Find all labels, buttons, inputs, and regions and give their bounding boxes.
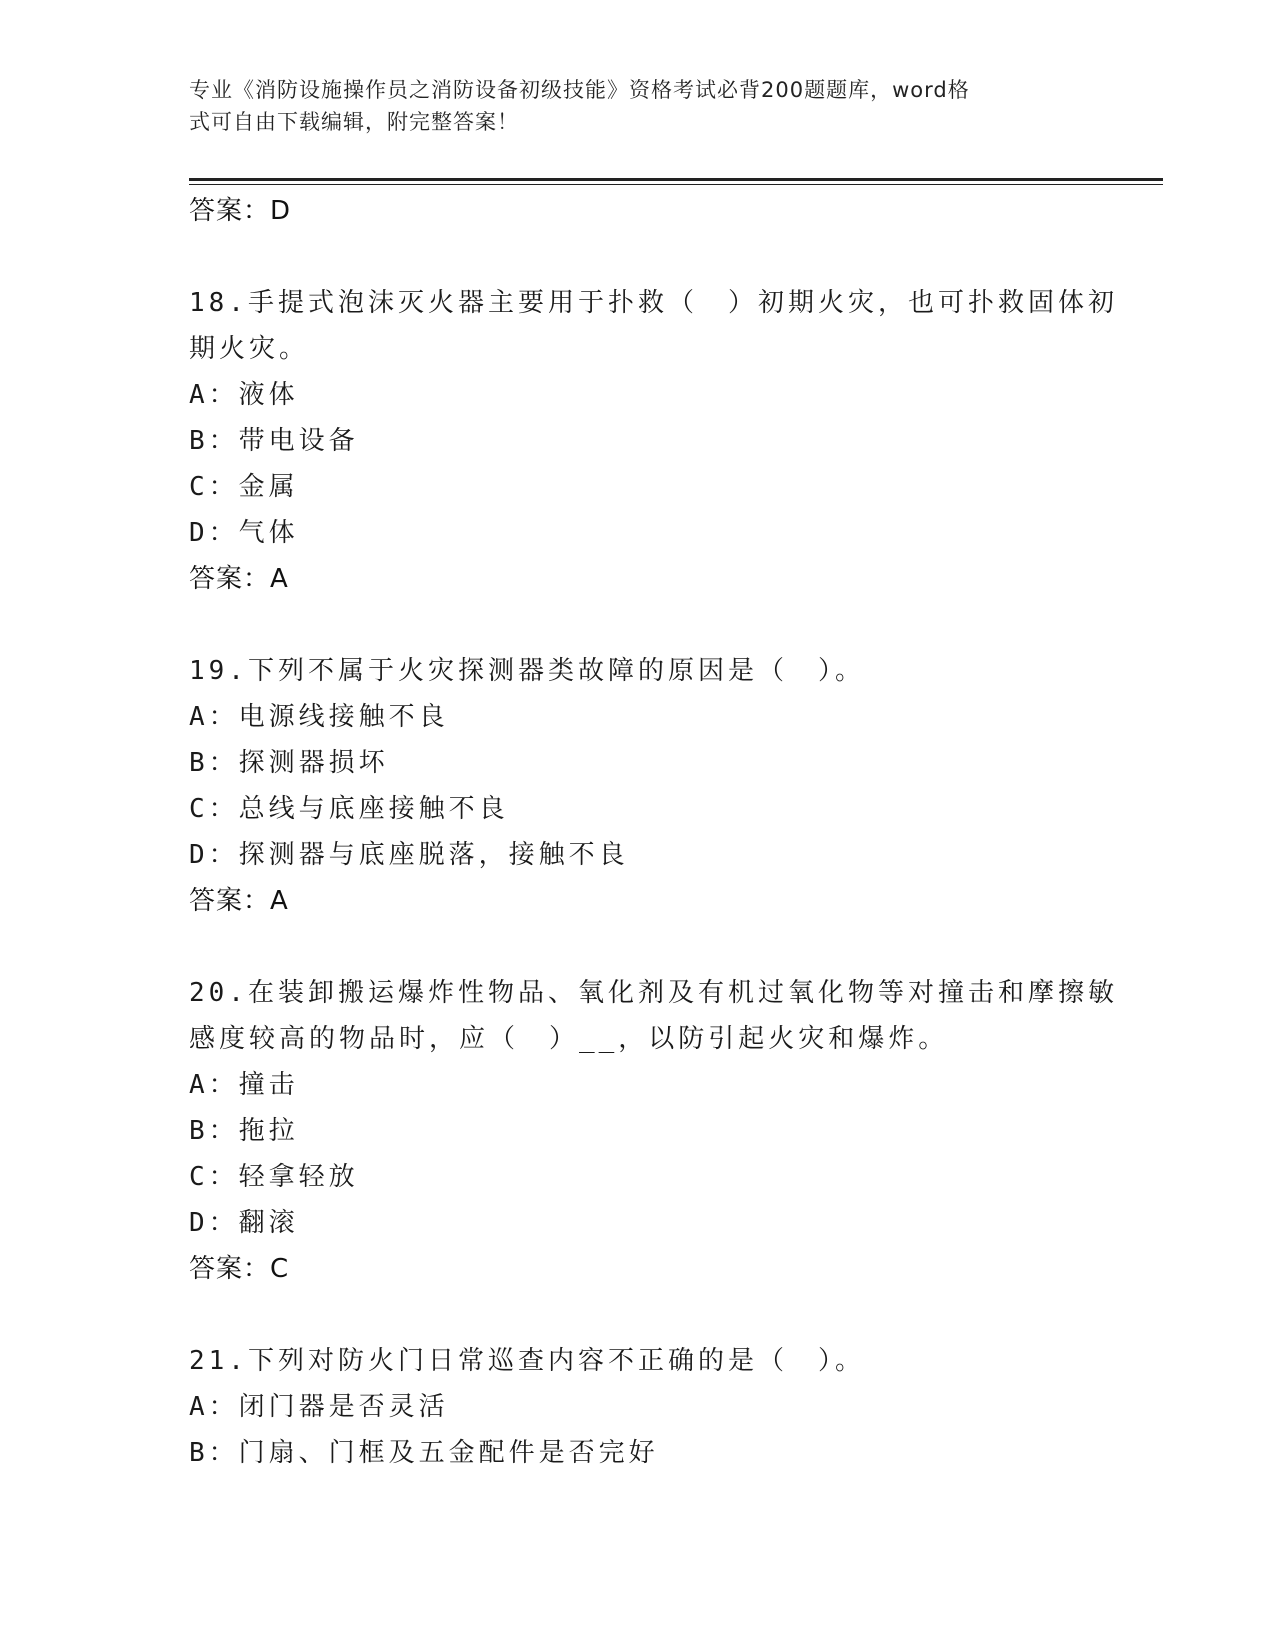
option-b: B：门扇、门框及五金配件是否完好	[189, 1438, 659, 1468]
option-b: B：拖拉	[189, 1116, 299, 1146]
option-c: C：金属	[189, 472, 299, 502]
question-stem-line: 期火灾。	[189, 334, 310, 364]
spacer	[189, 1292, 1089, 1338]
question-20	[189, 970, 1118, 1292]
option-c: C：轻拿轻放	[189, 1162, 359, 1192]
question-21	[189, 1338, 1089, 1476]
option-b: B：探测器损坏	[189, 748, 389, 778]
option-c: C：总线与底座接触不良	[189, 794, 509, 824]
previous-answer: 答案：D	[189, 196, 292, 226]
option-d: D：翻滚	[189, 1208, 299, 1238]
option-a: A：闭门器是否灵活	[189, 1392, 449, 1422]
option-b: B：带电设备	[189, 426, 359, 456]
header-rule-thin	[189, 184, 1163, 185]
header-title-line-2: 式可自由下载编辑，附完整答案！	[189, 110, 519, 134]
option-d: D：气体	[189, 518, 299, 548]
question-stem-line: 21.下列对防火门日常巡查内容不正确的是（ ）。	[189, 1346, 865, 1376]
answer: 答案：C	[189, 1254, 290, 1284]
answer: 答案：A	[189, 886, 289, 916]
spacer	[189, 234, 1089, 280]
question-stem-line: 18.手提式泡沫灭火器主要用于扑救（ ）初期火灾，也可扑救固体初	[189, 288, 1118, 318]
question-list	[189, 188, 1118, 1476]
option-a: A：电源线接触不良	[189, 702, 449, 732]
question-stem-line: 感度较高的物品时，应（ ）__，以防引起火灾和爆炸。	[189, 1024, 949, 1054]
header-title-line-1: 专业《消防设施操作员之消防设备初级技能》资格考试必背200题题库，word格	[189, 78, 970, 102]
question-stem-line: 20.在装卸搬运爆炸性物品、氧化剂及有机过氧化物等对撞击和摩擦敏	[189, 978, 1118, 1008]
option-a: A：撞击	[189, 1070, 299, 1100]
question-stem-line: 19.下列不属于火灾探测器类故障的原因是（ ）。	[189, 656, 865, 686]
question-19	[189, 648, 1089, 924]
spacer	[189, 602, 1089, 648]
answer: 答案：A	[189, 564, 289, 594]
option-a: A：液体	[189, 380, 299, 410]
spacer	[189, 924, 1089, 970]
document-header	[189, 74, 1089, 138]
option-d: D：探测器与底座脱落，接触不良	[189, 840, 629, 870]
header-rule-thick	[189, 178, 1163, 181]
question-18	[189, 280, 1118, 602]
